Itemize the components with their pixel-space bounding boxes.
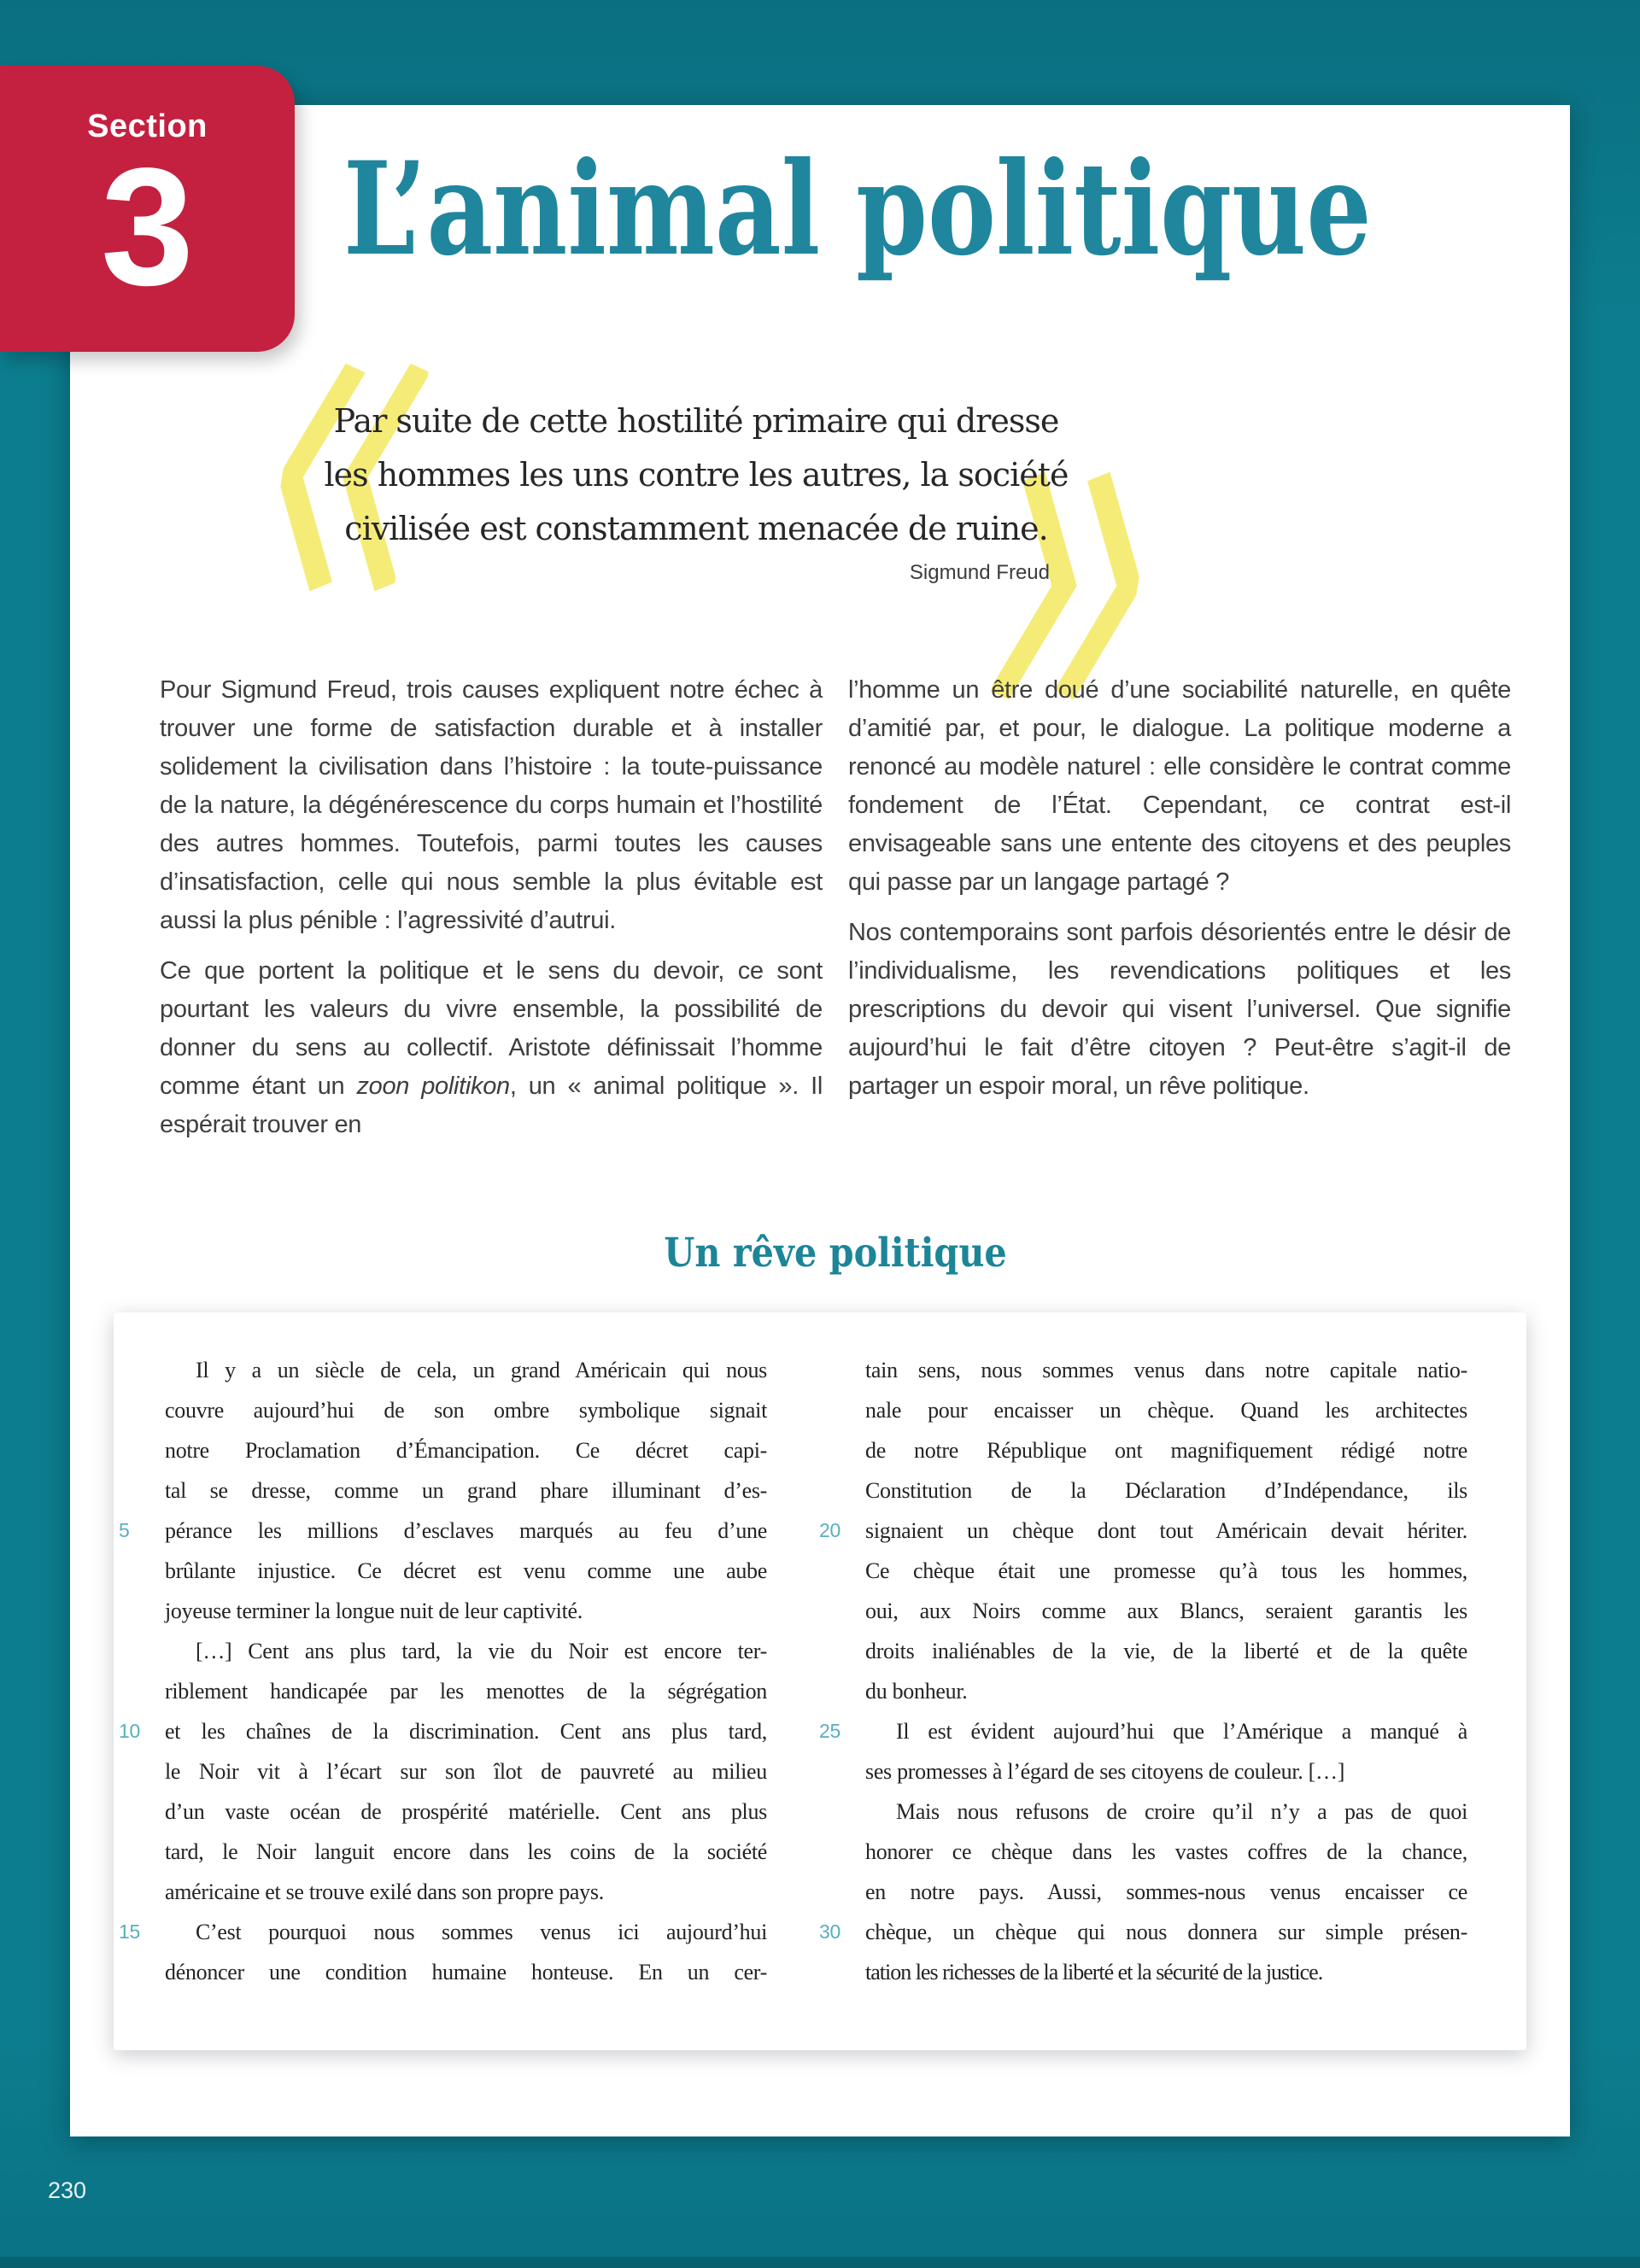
quote-line xyxy=(865,1952,1467,1992)
bottom-edge-strip xyxy=(0,2257,1640,2268)
epigraph-attribution: Sigmund Freud xyxy=(909,561,1050,584)
badge-label: Section xyxy=(87,108,208,144)
quote-line-text: brûlante injustice. Ce décret est venu comme une aube xyxy=(165,1558,767,1583)
quote-line-text: tal se dresse, comme un grand phare illuminant d’es- xyxy=(165,1478,767,1503)
quote-line-text: tation les richesses de la liberté et la sécurité de la justice. xyxy=(865,1960,1323,1984)
quote-line xyxy=(165,1792,767,1832)
quote-line xyxy=(819,1711,1467,1751)
quote-line xyxy=(165,1430,767,1470)
section-heading: Un rêve politique xyxy=(664,1230,1007,1277)
quote-line-text: nale pour encaisser un chèque. Quand les architectes xyxy=(865,1398,1467,1423)
intro-text: Ce que portent la politique et le sens du devoir, ce sont pourtant les valeurs du vivre ensemble, la possibilité de donner du sens au collectif. Aristote définissait l’homme comme étant un xyxy=(160,957,823,1100)
quote-line-text: le Noir vit à l’écart sur son îlot de pauvreté au milieu xyxy=(165,1759,767,1784)
epigraph-line: les hommes les uns contre les autres, la société xyxy=(324,456,1069,494)
quote-line xyxy=(865,1832,1467,1872)
intro-paragraph: Pour Sigmund Freud, trois causes expliquent notre échec à trouver une forme de satisfaction durable et à installer solidement la civilisation dans l’histoire : la toute-puissance de la nature, la dégénérescence du corps humain et l’hostilité des autres hommes. Toutefois, parmi toutes les causes d’insatisfaction, celle qui nous semble la plus évitable est aussi la plus pénible : l’agressivité d’autrui. xyxy=(160,676,823,934)
quote-line xyxy=(865,1872,1467,1912)
quote-line xyxy=(165,1671,767,1711)
quote-line-text: de notre République ont magnifiquement rédigé notre xyxy=(865,1438,1467,1463)
quote-line xyxy=(865,1671,1467,1711)
quote-line-text: signaient un chèque dont tout Américain devait hériter. xyxy=(865,1518,1467,1543)
quote-line xyxy=(119,1511,767,1551)
quote-line-text: riblement handicapée par les menottes de la ségrégation xyxy=(165,1679,767,1704)
quote-line xyxy=(819,1912,1467,1952)
quote-line-text: C’est pourquoi nous sommes venus ici aujourd’hui xyxy=(196,1920,767,1944)
quote-line-text: dénoncer une condition humaine honteuse. En un cer- xyxy=(165,1960,767,1984)
quote-line-text: du bonheur. xyxy=(865,1679,968,1704)
quote-line xyxy=(865,1470,1467,1511)
quote-line-text: d’un vaste océan de prospérité matérielle. Cent ans plus xyxy=(165,1799,767,1824)
quote-line xyxy=(865,1631,1467,1671)
quote-line-text: Constitution de la Déclaration d’Indépendance, ils xyxy=(865,1478,1467,1503)
quote-line xyxy=(865,1751,1467,1792)
intro-paragraph: l’homme un être doué d’une sociabilité naturelle, en quête d’amitié par, et pour, le dialogue. La politique moderne a renoncé au modèle naturel : elle considère le contrat comme fondement de l’État. Cependant, ce contrat est-il envisageable sans une entente des citoyens et des peuples qui passe par un langage partagé ? xyxy=(848,676,1511,896)
quote-line-text: chèque, un chèque qui nous donnera sur simple présen- xyxy=(865,1920,1467,1944)
quote-line-text: oui, aux Noirs comme aux Blancs, seraient garantis les xyxy=(865,1599,1467,1623)
page-number: 230 xyxy=(48,2177,87,2203)
badge-number: 3 xyxy=(100,133,194,320)
epigraph xyxy=(320,395,1072,585)
quote-line-text: américaine et se trouve exilé dans son propre pays. xyxy=(165,1879,604,1904)
quote-line-text: pérance les millions d’esclaves marqués au feu d’une xyxy=(165,1518,767,1543)
section-badge xyxy=(0,66,295,352)
line-number: 20 xyxy=(819,1519,840,1541)
epigraph-line: civilisée est constamment menacée de ruine. xyxy=(344,510,1048,547)
quote-line xyxy=(119,1912,767,1952)
quote-line xyxy=(165,1872,767,1912)
quote-line xyxy=(165,1350,767,1390)
quote-col-right xyxy=(819,1350,1467,1992)
quote-line xyxy=(865,1430,1467,1470)
quote-line-text: tain sens, nous sommes venus dans notre capitale natio- xyxy=(865,1358,1467,1382)
quote-line xyxy=(165,1751,767,1792)
quote-line xyxy=(819,1511,1467,1551)
line-number: 25 xyxy=(819,1720,840,1742)
quote-line xyxy=(165,1390,767,1430)
line-number: 30 xyxy=(819,1920,840,1943)
intro-italic-term: zoon politikon xyxy=(356,1073,510,1100)
quote-line-text: Ce chèque était une promesse qu’à tous les hommes, xyxy=(865,1558,1467,1583)
quote-card xyxy=(114,1312,1526,2050)
intro-columns xyxy=(160,671,1511,1144)
quote-line-text: droits inaliénables de la vie, de la liberté et de la quête xyxy=(865,1639,1467,1663)
quote-line xyxy=(165,1591,767,1631)
quote-line xyxy=(119,1711,767,1751)
quote-line xyxy=(165,1952,767,1992)
line-number: 5 xyxy=(119,1519,130,1541)
quote-line-text: en notre pays. Aussi, sommes-nous venus encaisser ce xyxy=(865,1879,1467,1904)
intro-paragraph xyxy=(160,952,823,1144)
quote-line-text: notre Proclamation d’Émancipation. Ce décret capi- xyxy=(165,1438,767,1463)
quote-line xyxy=(865,1792,1467,1832)
quote-line-text: couvre aujourd’hui de son ombre symbolique signait xyxy=(165,1398,767,1423)
quote-col-left xyxy=(119,1350,767,1992)
quote-line xyxy=(865,1551,1467,1591)
quote-line-text: joyeuse terminer la longue nuit de leur captivité. xyxy=(165,1599,583,1623)
quote-line-text: tard, le Noir languit encore dans les coins de la société xyxy=(165,1839,767,1864)
quote-line xyxy=(865,1390,1467,1430)
quote-line xyxy=(865,1350,1467,1390)
epigraph-line: Par suite de cette hostilité primaire qui dresse xyxy=(333,402,1059,440)
intro-col-left xyxy=(160,671,823,1144)
quote-line-text: et les chaînes de la discrimination. Cent ans plus tard, xyxy=(165,1719,767,1744)
quote-line-text: Mais nous refusons de croire qu’il n’y a pas de quoi xyxy=(896,1799,1467,1824)
quote-line-text: Il y a un siècle de cela, un grand Américain qui nous xyxy=(196,1358,767,1382)
quote-line xyxy=(165,1631,767,1671)
quote-line-text: […] Cent ans plus tard, la vie du Noir est encore ter- xyxy=(196,1639,767,1663)
quote-line-text: Il est évident aujourd’hui que l’Amérique a manqué à xyxy=(896,1719,1467,1744)
intro-text: , un « animal politique ». Il espérait trouver en xyxy=(160,1073,823,1138)
quote-line xyxy=(165,1551,767,1591)
quote-line-text: honorer ce chèque dans les vastes coffres de la chance, xyxy=(865,1839,1467,1864)
page-title: L’animal politique xyxy=(343,134,1372,284)
quote-line xyxy=(165,1470,767,1511)
quote-line xyxy=(865,1591,1467,1631)
intro-col-right xyxy=(848,671,1511,1144)
quote-line-text: ses promesses à l’égard de ses citoyens de couleur. […] xyxy=(865,1759,1345,1784)
line-number: 15 xyxy=(119,1920,140,1943)
line-number: 10 xyxy=(119,1720,140,1742)
intro-paragraph: Nos contemporains sont parfois désorientés entre le désir de l’individualisme, les revendications politiques et les prescriptions du devoir qui visent l’universel. Que signifie aujourd’hui le fait d’être citoyen ? Peut-être s’agit-il de partager un espoir moral, un rêve politique. xyxy=(848,919,1511,1100)
quote-line xyxy=(165,1832,767,1872)
